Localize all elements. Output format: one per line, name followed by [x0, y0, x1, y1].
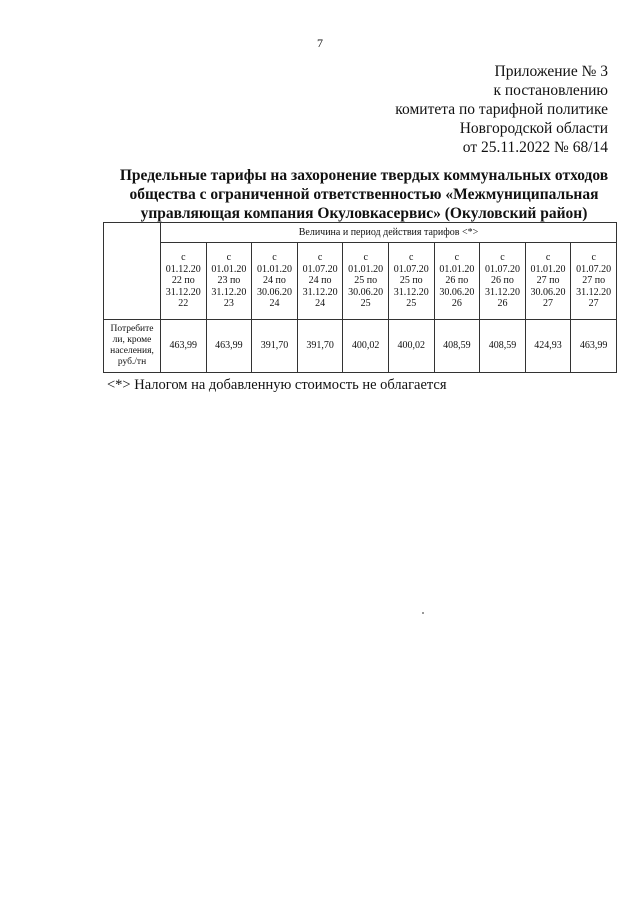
- appendix-line: Приложение № 3: [494, 63, 608, 80]
- period-line: с: [409, 252, 414, 264]
- tariff-value: 400,02: [388, 320, 434, 373]
- document-title: [100, 166, 628, 223]
- period-line: 27 по: [536, 275, 560, 287]
- period-line: 30.06.20: [256, 286, 292, 298]
- period-line: 23: [223, 298, 234, 310]
- period-line: 26: [451, 298, 462, 310]
- appendix-header: [395, 62, 608, 157]
- period-cell: [343, 243, 389, 320]
- period-line: 31.12.20: [211, 286, 247, 298]
- footnote: <*> Налогом на добавленную стоимость не облагается: [107, 377, 447, 393]
- period-line: 01.07.20: [576, 263, 612, 275]
- tariff-value: 463,99: [161, 320, 207, 373]
- period-line: 01.01.20: [439, 263, 475, 275]
- tariff-value: 424,93: [525, 320, 571, 373]
- tariff-value: 391,70: [252, 320, 298, 373]
- period-line: 01.07.20: [302, 263, 338, 275]
- period-cell: [434, 243, 480, 320]
- tariff-value: 400,02: [343, 320, 389, 373]
- title-line: общества с ограниченной ответственностью «Межмуниципальная: [129, 186, 599, 203]
- period-cell: [480, 243, 526, 320]
- period-line: 22: [178, 298, 189, 310]
- period-line: 31.12.20: [165, 286, 201, 298]
- period-line: 25: [360, 298, 371, 310]
- title-line: управляющая компания Окуловкасервис» (Окуловский район): [140, 205, 588, 222]
- page-number: 7: [317, 36, 323, 50]
- period-line: 24 по: [308, 275, 332, 287]
- period-cell: [525, 243, 571, 320]
- table-header: Величина и период действия тарифов <*>: [161, 223, 617, 243]
- tariff-value: 463,99: [206, 320, 252, 373]
- row-label-line: населения,: [110, 346, 154, 356]
- row-label: [104, 320, 161, 373]
- period-line: 31.12.20: [484, 286, 520, 298]
- period-line: 30.06.20: [348, 286, 384, 298]
- period-line: 27: [588, 298, 599, 310]
- period-line: 30.06.20: [439, 286, 475, 298]
- tariff-value: 463,99: [571, 320, 617, 373]
- period-line: 24 по: [263, 275, 286, 287]
- period-line: 31.12.20: [393, 286, 429, 298]
- period-line: 26 по: [445, 275, 469, 287]
- tariff-value: 408,59: [434, 320, 480, 373]
- appendix-line: от 25.11.2022 № 68/14: [462, 139, 608, 156]
- period-line: с: [272, 252, 277, 264]
- row-label-line: ли, кроме: [112, 335, 152, 345]
- period-line: 27 по: [582, 275, 606, 287]
- period-line: 31.12.20: [302, 286, 338, 298]
- value-row: [104, 320, 617, 373]
- period-cell: [206, 243, 252, 320]
- period-row: [104, 243, 617, 320]
- period-line: 26: [497, 298, 508, 310]
- period-line: 25 по: [354, 275, 378, 287]
- title-line: Предельные тарифы на захоронение твердых коммунальных отходов: [119, 167, 609, 184]
- period-line: с: [500, 252, 505, 264]
- period-line: с: [591, 252, 596, 264]
- period-line: 25 по: [399, 275, 423, 287]
- period-line: 01.01.20: [348, 263, 384, 275]
- tariff-value: 408,59: [480, 320, 526, 373]
- row-label-line: Потребите: [110, 324, 154, 334]
- period-line: 01.07.20: [484, 263, 520, 275]
- period-cell: [571, 243, 617, 320]
- period-line: 01.12.20: [165, 263, 201, 275]
- period-line: с: [363, 252, 368, 264]
- scan-speck: [422, 612, 424, 614]
- period-line: 24: [269, 298, 280, 310]
- period-line: 30.06.20: [530, 286, 566, 298]
- period-line: 26 по: [491, 275, 514, 287]
- period-cell: [252, 243, 298, 320]
- period-line: с: [545, 252, 551, 264]
- period-line: 22 по: [171, 275, 195, 287]
- appendix-line: Новгородской области: [459, 120, 608, 137]
- period-line: 31.12.20: [576, 286, 612, 298]
- period-cell: [161, 243, 207, 320]
- period-cell: [388, 243, 434, 320]
- period-line: 25: [406, 298, 417, 310]
- appendix-line: комитета по тарифной политике: [395, 101, 608, 118]
- appendix-line: к постановлению: [493, 82, 608, 99]
- table-corner-cell: [104, 223, 161, 320]
- period-line: 01.01.20: [530, 263, 566, 275]
- period-line: 01.01.20: [211, 263, 247, 275]
- tariff-table: [103, 222, 617, 373]
- period-line: с: [181, 252, 186, 264]
- period-line: 01.07.20: [393, 263, 429, 275]
- period-line: с: [454, 252, 460, 264]
- period-line: с: [226, 252, 232, 264]
- period-line: 24: [315, 298, 326, 310]
- period-line: 01.01.20: [256, 263, 292, 275]
- period-line: 23 по: [217, 275, 241, 287]
- period-line: 27: [543, 298, 554, 310]
- tariff-value: 391,70: [297, 320, 343, 373]
- period-line: с: [317, 252, 323, 264]
- period-cell: [297, 243, 343, 320]
- row-label-line: руб./тн: [117, 357, 147, 367]
